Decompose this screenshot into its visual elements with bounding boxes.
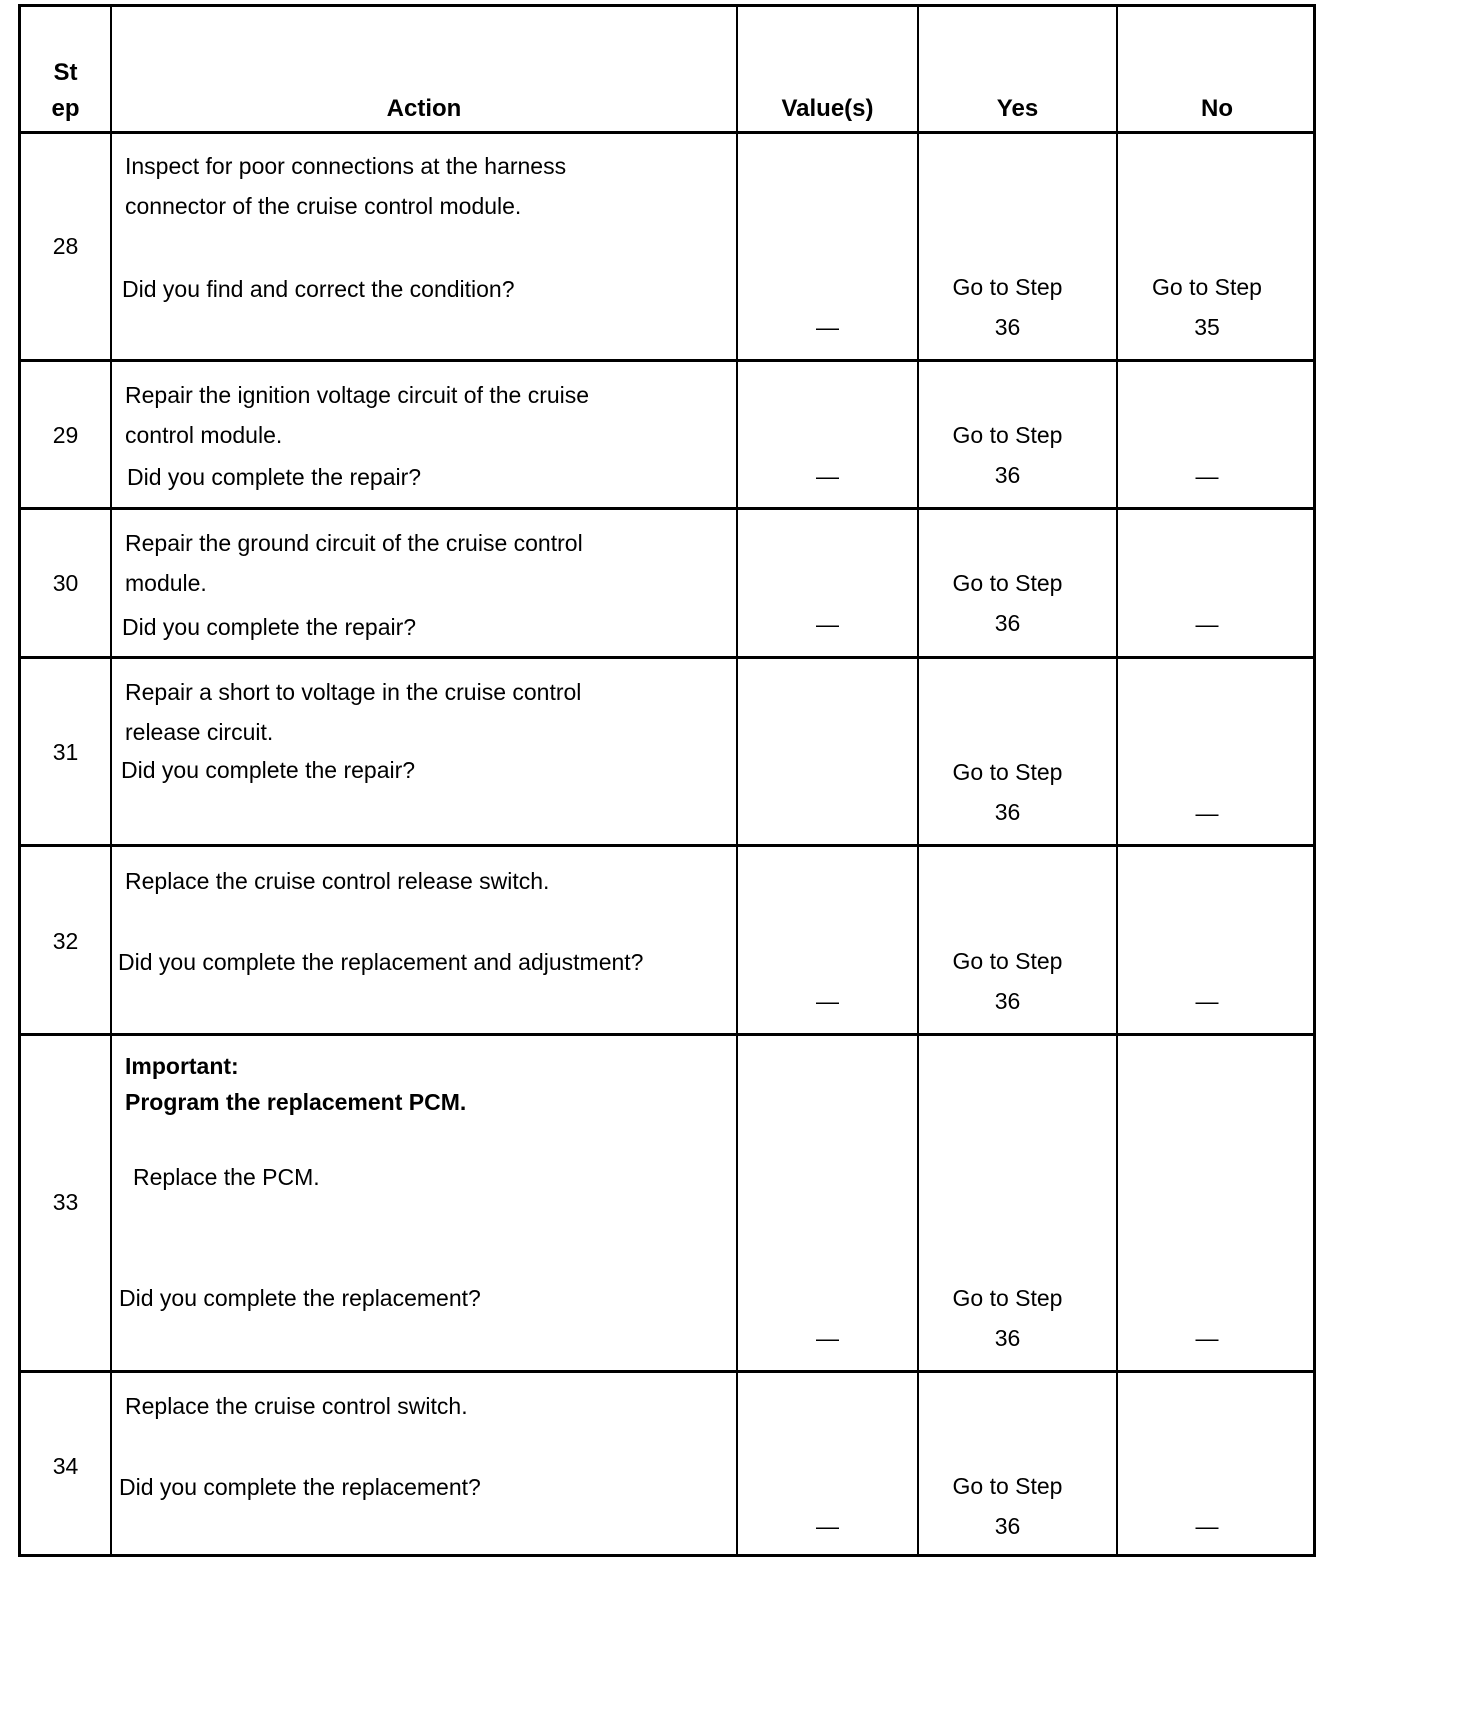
action-question: Did you complete the replacement?	[119, 1285, 481, 1311]
no-cell: —	[1195, 611, 1219, 637]
yes-go-to-step: Go to Step	[952, 1473, 1063, 1499]
step-number: 30	[52, 570, 79, 596]
yes-step-number: 36	[994, 610, 1021, 636]
yes-go-to-step: Go to Step	[952, 759, 1063, 785]
action-text: Repair a short to voltage in the cruise control	[125, 679, 582, 705]
header-yes: Yes	[996, 95, 1039, 122]
header-step-line1: St	[53, 59, 78, 86]
step-number: 33	[52, 1189, 79, 1215]
value-cell: —	[816, 1513, 839, 1539]
row-divider	[21, 656, 1313, 659]
no-cell: —	[1195, 800, 1219, 826]
action-question: Did you find and correct the condition?	[122, 276, 515, 302]
value-cell: —	[816, 314, 839, 340]
action-question: Did you complete the repair?	[121, 757, 416, 783]
diagnostic-table	[18, 4, 1316, 1557]
action-text: Repair the ignition voltage circuit of the cruise	[125, 382, 590, 408]
no-cell: —	[1195, 1325, 1219, 1351]
action-question: Did you complete the replacement and adjustment?	[118, 949, 644, 975]
no-go-to-step: Go to Step	[1152, 274, 1262, 300]
action-text: module.	[125, 570, 207, 596]
no-cell: —	[1195, 1513, 1219, 1539]
yes-step-number: 36	[994, 462, 1021, 488]
step-number: 31	[52, 739, 79, 765]
row-divider	[21, 1033, 1313, 1036]
column-divider	[110, 7, 112, 1554]
action-text: Repair the ground circuit of the cruise control	[125, 530, 583, 556]
step-number: 34	[52, 1453, 79, 1479]
yes-go-to-step: Go to Step	[952, 422, 1063, 448]
column-divider	[1116, 7, 1118, 1554]
yes-go-to-step: Go to Step	[952, 948, 1063, 974]
no-cell: —	[1195, 463, 1219, 489]
yes-step-number: 36	[994, 988, 1021, 1014]
header-values: Value(s)	[781, 95, 874, 122]
row-divider	[21, 844, 1313, 847]
row-divider	[21, 131, 1313, 134]
action-text: Replace the cruise control switch.	[125, 1393, 468, 1419]
header-no: No	[1201, 95, 1233, 122]
header-action: Action	[386, 95, 462, 122]
action-text: Replace the cruise control release switch.	[125, 868, 550, 894]
action-question: Did you complete the replacement?	[119, 1474, 481, 1500]
action-text: Inspect for poor connections at the harness	[125, 153, 567, 179]
yes-go-to-step: Go to Step	[952, 1285, 1063, 1311]
yes-go-to-step: Go to Step	[952, 274, 1063, 300]
no-cell: —	[1195, 988, 1219, 1014]
column-divider	[736, 7, 738, 1554]
no-step-number: 35	[1194, 314, 1220, 340]
important-note: Program the replacement PCM.	[125, 1089, 467, 1115]
row-divider	[21, 507, 1313, 510]
step-number: 29	[52, 422, 79, 448]
row-divider	[21, 1370, 1313, 1373]
value-cell: —	[816, 463, 839, 489]
step-number: 32	[52, 928, 79, 954]
yes-step-number: 36	[994, 1325, 1021, 1351]
yes-step-number: 36	[994, 799, 1021, 825]
action-text: control module.	[125, 422, 283, 448]
action-question: Did you complete the repair?	[122, 614, 417, 640]
yes-step-number: 36	[994, 314, 1021, 340]
action-text: connector of the cruise control module.	[125, 193, 522, 219]
row-divider	[21, 359, 1313, 362]
action-question: Did you complete the repair?	[127, 464, 422, 490]
yes-step-number: 36	[994, 1513, 1021, 1539]
value-cell: —	[816, 611, 839, 637]
important-label: Important:	[125, 1053, 239, 1079]
action-text: Replace the PCM.	[133, 1164, 320, 1190]
yes-go-to-step: Go to Step	[952, 570, 1063, 596]
header-step-line2: ep	[51, 95, 80, 122]
step-number: 28	[52, 233, 79, 259]
value-cell: —	[816, 988, 839, 1014]
action-text: release circuit.	[125, 719, 274, 745]
value-cell: —	[816, 1325, 839, 1351]
